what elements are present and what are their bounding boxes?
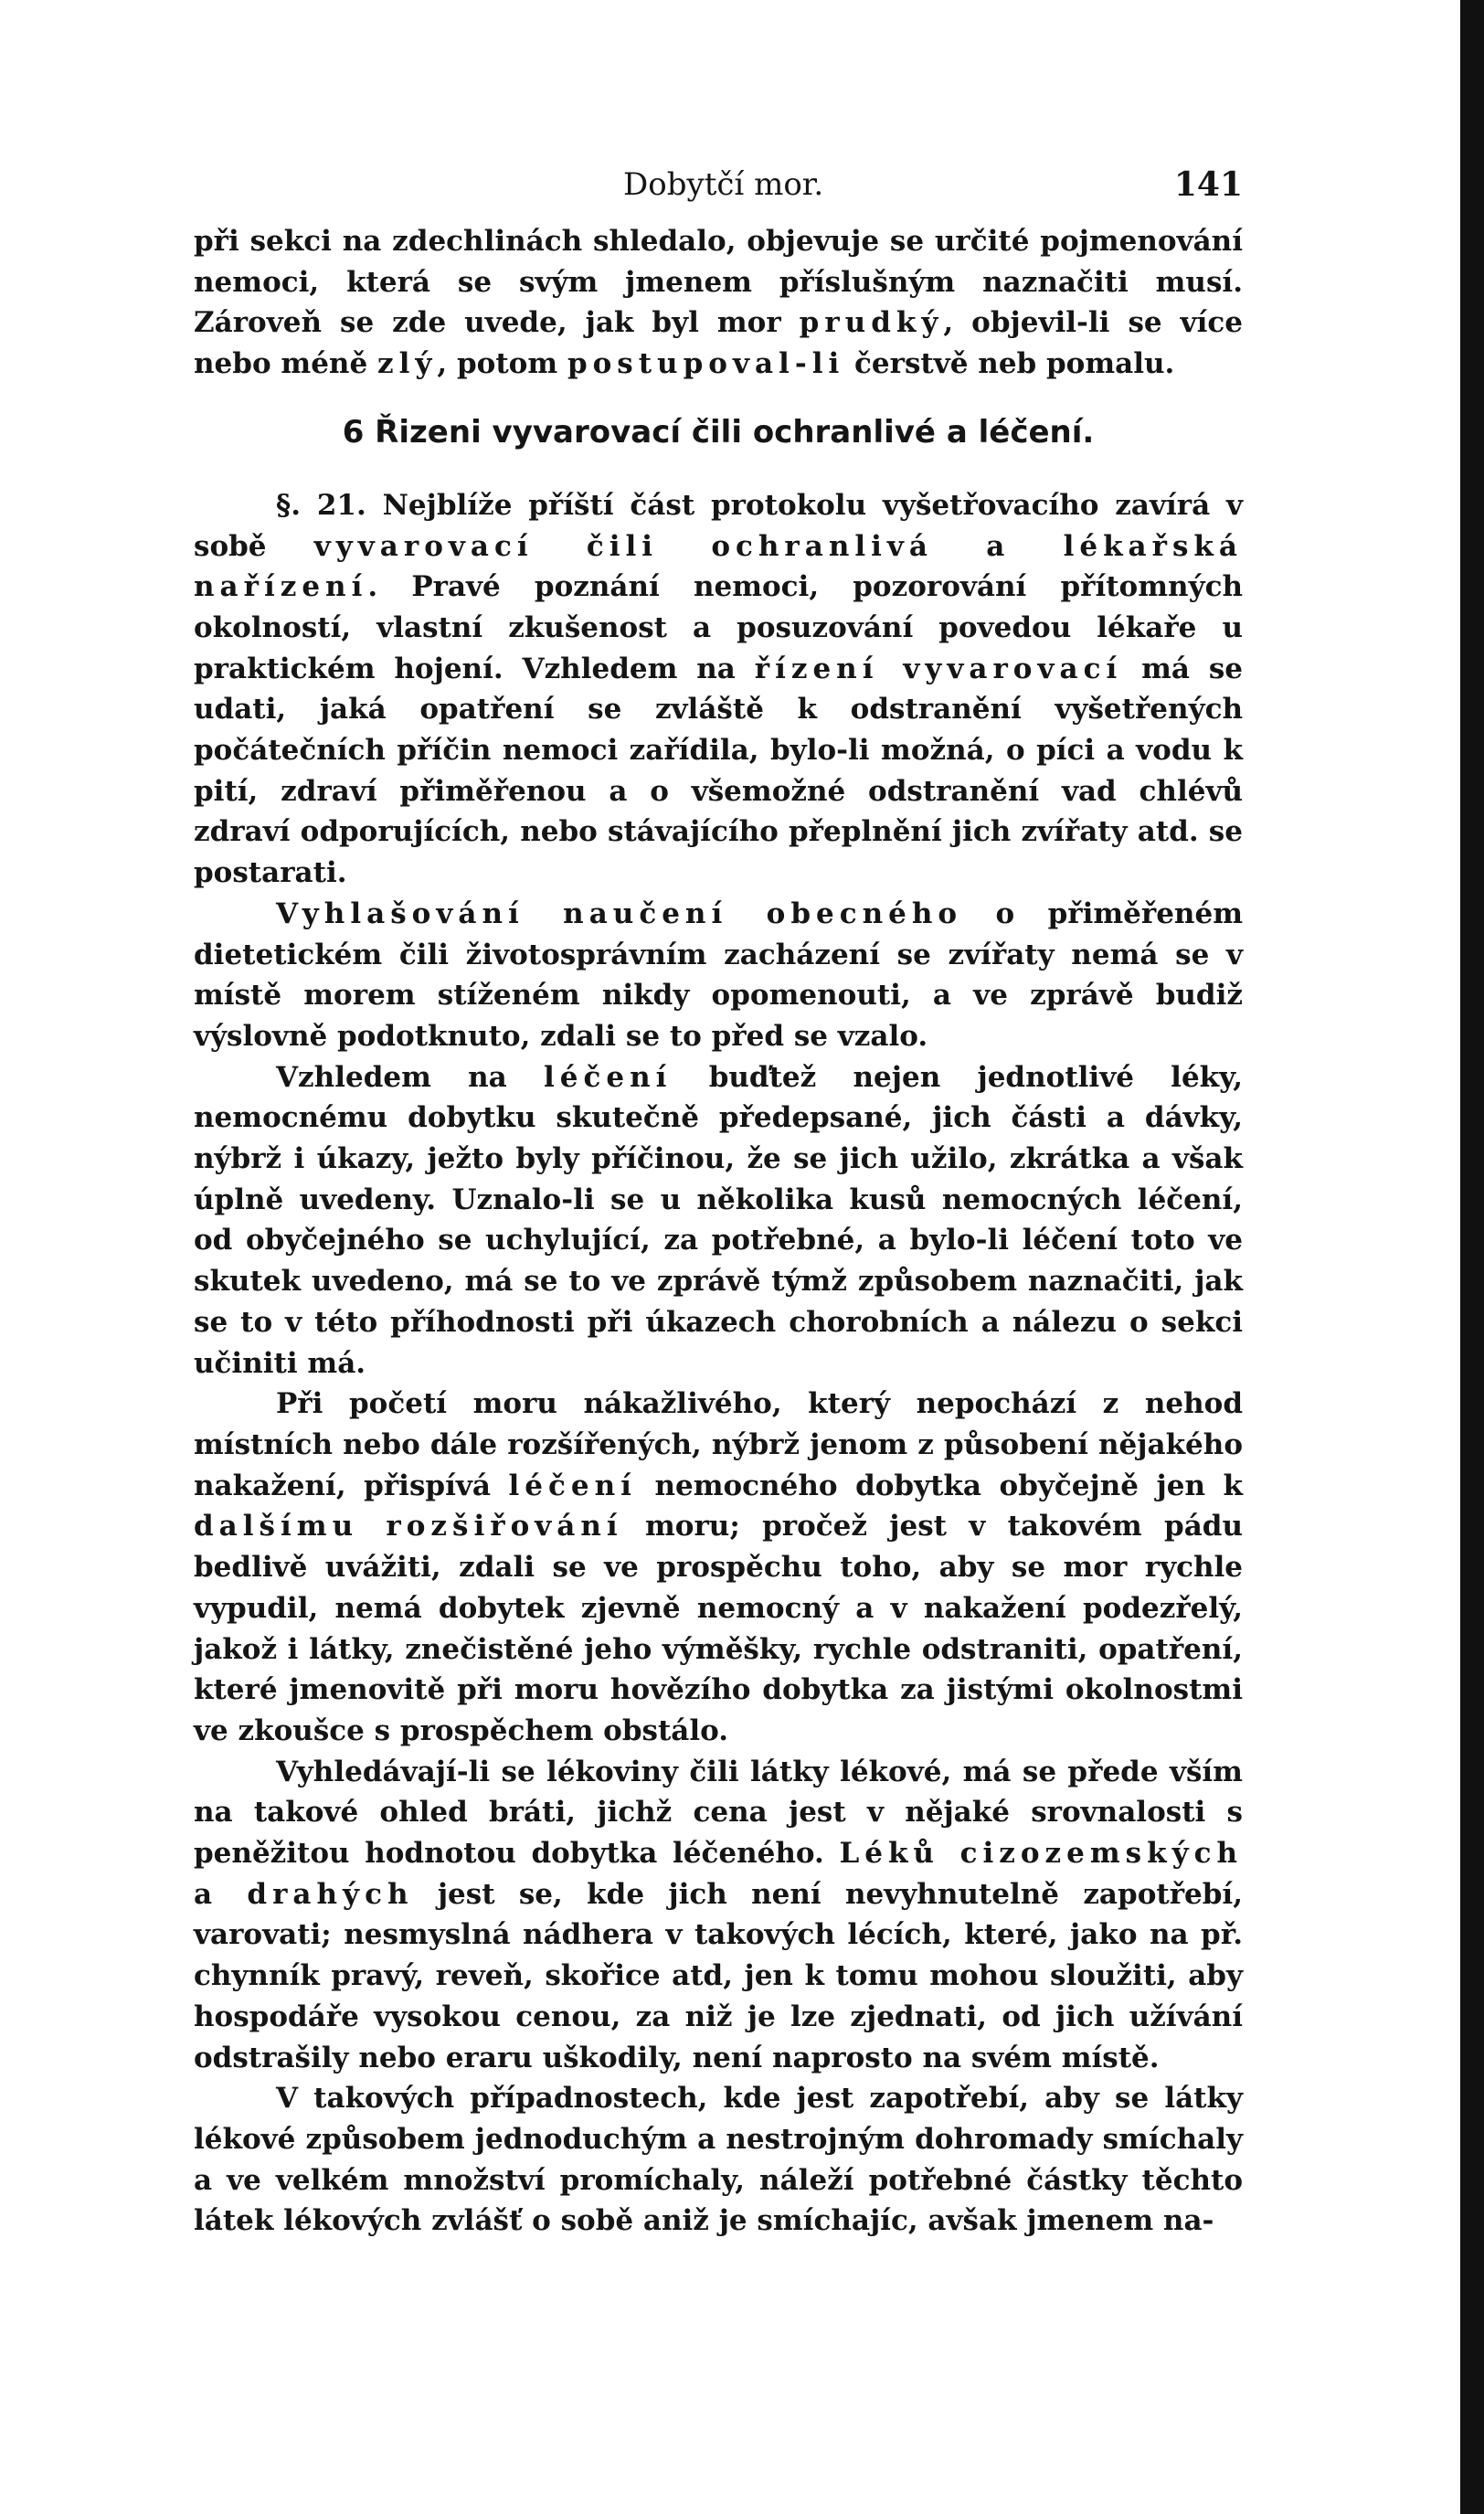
paragraph-5-text-a: Při početí moru nákažlivého, který nepochází z nehod místních nebo dále rozšířených, nýbrž jenom z působení nějakého nakažení, přispívá	[194, 1387, 1243, 1502]
emphasis-postupoval: postupoval-li	[567, 347, 845, 381]
emphasis-leceni: léčení	[544, 1060, 673, 1094]
paragraph-6	[194, 1752, 1243, 2079]
paragraph-6-text-c: jest se, kde jich není nevyhnutelně zapotřebí, varovati; nesmyslná nádhera v takových lécích, které, jako na př. chynník pravý, reveň, skořice atd, jen k tomu mohou sloužiti, aby hospodáře vysokou cenou, za niž je lze zjednati, od jich užívání odstrašily nebo eraru uškodily, není naprosto na svém místě.	[194, 1877, 1243, 2074]
section-heading: 6 Řizeni vyvarovací čili ochranlivé a léčení.	[342, 413, 1095, 451]
page-edge-shadow	[1460, 0, 1484, 2514]
paragraph-1	[194, 221, 1243, 385]
emphasis-leceni-2: léčení	[508, 1469, 637, 1502]
paragraph-6-text-a: Vyhledávají-li se lékoviny čili látky lékové, má se přede vším na takové ohled bráti, jichž cena jest v nějaké srovnalosti s peněžitou hodnotou dobytka léčeného.	[194, 1755, 1243, 1871]
paragraph-5-text-e: moru; pročež jest v takovém pádu bedlivě uvážiti, zdali se ve prospěchu toho, aby se mor rychle vypudil, nemá dobytek zjevně nemocný a v nakažení podezřelý, jakož i látky, znečistěné jeho výměšky, rychle odstraniti, opatření, které jmenovitě při moru hovězího dobytka za jistými okolnostmi ve zkoušce s prospěchem obstálo.	[194, 1510, 1244, 1747]
emphasis-dalsimu-rozsirovani: dalšímu rozšiřování	[194, 1510, 623, 1543]
paragraph-1-text-a: při sekci na zdechlinách shledalo, objevuje se určité pojmenování nemoci, která se svým jmenem příslušným naznačiti musí. Zároveň se zde uvede, jak byl mor	[194, 225, 1243, 340]
paragraph-3	[194, 894, 1243, 1057]
paragraph-7-text-a: V takových případnostech, kde jest zapotřebí, aby se látky lékové způsobem jednoduchým a nestrojným dohromady smíchaly a ve velkém množství promíchaly, náleží potřebné částky těchto látek lékových zvlášť o sobě aniž je smíchajíc, avšak jmenem na-	[194, 2082, 1243, 2238]
page-number: 141	[1173, 165, 1243, 204]
paragraph-5	[194, 1384, 1243, 1751]
paragraph-2	[194, 485, 1243, 894]
running-title: Dobytčí mor.	[623, 166, 824, 203]
paragraph-3-text-b: o přiměřeném dietetickém čili životosprávním zacházení se zvířaty nemá se v místě morem stíženém nikdy opomenouti, a ve zprávě budiž výslovně podotknuto, zdali se to před se vzalo.	[194, 896, 1243, 1053]
book-page	[194, 166, 1243, 2242]
paragraph-4-text-a: Vzhledem na	[276, 1060, 545, 1094]
paragraph-2-text-e: má se udati, jaká opatření se zvláště k odstranění vyšetřených počátečních příčin nemoci zařídila, bylo-li možná, o píci a vodu k pití, zdraví přiměřenou a o všemožné odstranění vad chlévů zdraví odporujících, nebo stávajícího přeplnění jich zvířaty atd. se postarati.	[194, 652, 1243, 890]
paragraph-7	[194, 2078, 1243, 2242]
paragraph-2-text-a: §. 21. Nejblíže příští část protokolu vyšetřovacího zavírá v sobě	[194, 488, 1243, 563]
emphasis-vyhlasovani: Vyhlašování naučení obecného	[276, 896, 963, 930]
emphasis-rizeni-vyvarovaci: řízení vyvarovací	[754, 652, 1123, 685]
paragraph-1-text-e: , potom	[437, 347, 567, 381]
paragraph-2-text-c: . Pravé poznání nemoci, pozorování přítomných okolností, vlastní zkušenost a posuzování povedou lékaře u praktickém hojení. Vzhledem na	[194, 570, 1243, 685]
emphasis-prudky: prudký	[799, 306, 944, 340]
emphasis-narizeni: vyvarovací čili ochranlivá a lékařská nařízení	[194, 529, 1243, 604]
paragraph-4-text-c: buďtež nejen jednotlivé léky, nemocnému dobytku skutečně předepsané, jich části a dávky, nýbrž i úkazy, ježto byly příčinou, že se jich užilo, zkrátka a však úplně uvedeny. Uznalo-li se u několika kusů nemocných léčení, od obyčejného se uchylující, za potřebné, a bylo-li léčení toto ve skutek uvedeno, má se to ve zprávě týmž způsobem naznačiti, jak se to v této příhodnosti při úkazech chorobních a nálezu o sekci učiniti má.	[194, 1060, 1243, 1380]
emphasis-zly: zlý	[377, 347, 438, 381]
paragraph-5-text-c: nemocného dobytka obyčejně jen k	[636, 1469, 1243, 1502]
paragraph-1-text-c: , objevil-li se více nebo méně	[194, 306, 1244, 381]
paragraph-1-text-g: čerstvě neb pomalu.	[844, 347, 1175, 381]
paragraph-4	[194, 1057, 1243, 1384]
page-header	[194, 166, 1243, 221]
emphasis-leku-cizozemskych: Léků cizozemských a drahých	[194, 1837, 1244, 1911]
